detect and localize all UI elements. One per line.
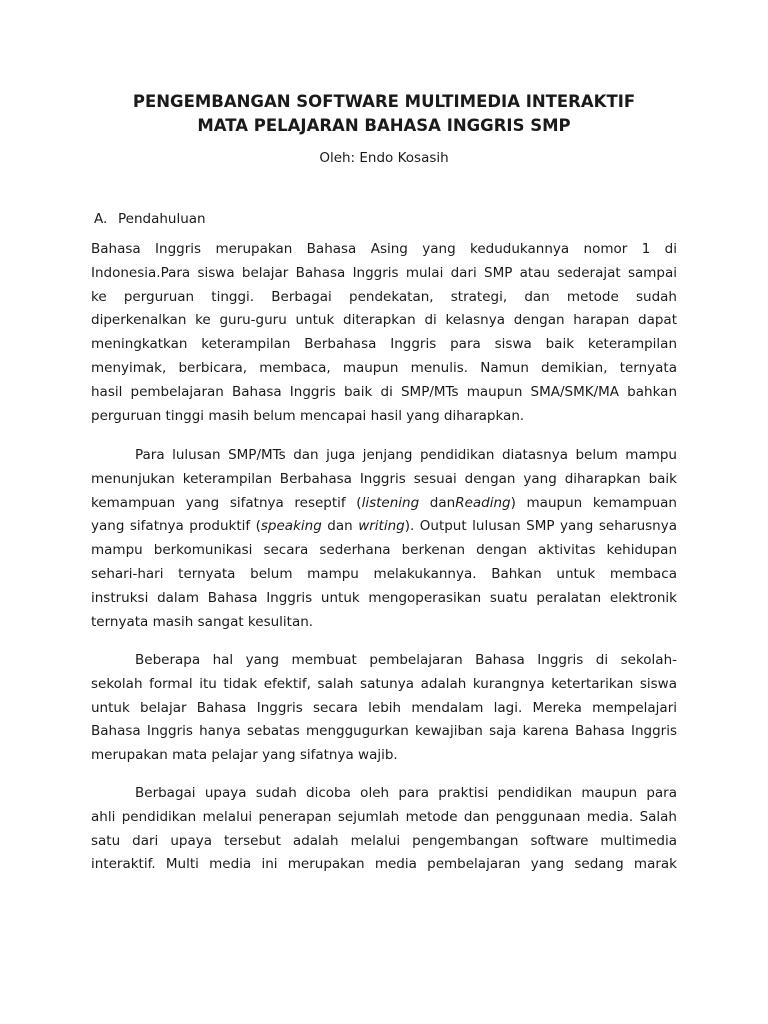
document-title	[80, 90, 688, 138]
paragraph-line: interaktif. Multi media ini merupakan media pembelajaran yang sedang marak	[91, 856, 677, 873]
paragraph-line: hasil pembelajaran Bahasa Inggris baik di SMP/MTs maupun SMA/SMK/MA bahkan	[91, 383, 677, 400]
paragraph-line: sehari-hari ternyata belum mampu melakukannya. Bahkan untuk membaca	[91, 565, 677, 582]
text-run: ) maupun kemampuan	[510, 494, 677, 511]
paragraph-line: ternyata masih sangat kesulitan.	[91, 613, 314, 630]
text-run: yang sifatnya produktif (	[91, 518, 261, 535]
paragraph-line: mampu berkomunikasi secara sederhana berkenan dengan aktivitas kehidupan	[91, 542, 677, 559]
text-run: kemampuan yang sifatnya reseptif (	[91, 494, 362, 511]
paragraph-line: untuk belajar Bahasa Inggris secara lebih mendalam lagi. Mereka mempelajari	[91, 699, 677, 716]
paragraph-line	[91, 515, 677, 539]
paragraph-line: menyimak, berbicara, membaca, maupun menulis. Namun demikian, ternyata	[91, 359, 677, 376]
italic-term-listening: listening	[361, 494, 420, 511]
paragraph-line: Beberapa hal yang membuat pembelajaran Bahasa Inggris di sekolah-	[135, 652, 677, 668]
section-heading	[94, 209, 206, 229]
paragraph-line: ke perguruan tinggi. Berbagai pendekatan, strategi, dan metode sudah	[91, 288, 677, 305]
paragraph-2	[91, 444, 677, 634]
paragraph-line: Bahasa Inggris merupakan Bahasa Asing yang kedudukannya nomor 1 di	[91, 241, 677, 257]
text-run: dan	[419, 494, 456, 511]
italic-term-speaking: speaking	[260, 518, 322, 535]
paragraph-line: perguruan tinggi masih belum mencapai hasil yang diharapkan.	[91, 407, 525, 424]
paragraph-line: ahli pendidikan melalui penerapan sejumlah metode dan penggunaan media. Salah	[91, 808, 677, 825]
section-number: A.	[94, 211, 108, 227]
text-run: dan	[321, 518, 359, 535]
paragraph-line: instruksi dalam Bahasa Inggris untuk mengoperasikan suatu peralatan elektronik	[91, 589, 677, 606]
paragraph-line: Para lulusan SMP/MTs dan juga jenjang pendidikan diatasnya belum mampu	[135, 447, 677, 463]
section-title: Pendahuluan	[118, 211, 206, 227]
text-run: ). Output lulusan SMP yang seharusnya	[404, 518, 677, 535]
italic-term-writing: writing	[358, 518, 405, 535]
paragraph-line	[91, 492, 677, 516]
paragraph-1	[91, 238, 677, 428]
paragraph-line: Bahasa Inggris hanya sebatas menggugurkan kewajiban saja karena Bahasa Inggris	[91, 723, 677, 740]
paragraph-line: meningkatkan keterampilan Berbahasa Inggris para siswa baik keterampilan	[91, 336, 677, 353]
italic-term-reading: Reading	[455, 494, 511, 511]
paragraph-line: sekolah formal itu tidak efektif, salah satunya adalah kurangnya ketertarikan siswa	[91, 675, 677, 692]
paragraph-4	[91, 782, 677, 877]
paragraph-line: diperkenalkan ke guru-guru untuk diterapkan di kelasnya dengan harapan dapat	[91, 312, 677, 329]
paragraph-line: merupakan mata pelajar yang sifatnya wajib.	[91, 747, 398, 764]
paragraph-line: menunjukan keterampilan Berbahasa Inggris sesuai dengan yang diharapkan baik	[91, 470, 677, 487]
title-line-2: MATA PELAJARAN BAHASA INGGRIS SMP	[197, 116, 571, 135]
author-line: Oleh: Endo Kosasih	[319, 150, 449, 166]
title-line-1: PENGEMBANGAN SOFTWARE MULTIMEDIA INTERAKTIF	[132, 92, 636, 111]
paragraph-line: Berbagai upaya sudah dicoba oleh para praktisi pendidikan maupun para	[135, 785, 677, 801]
paragraph-line: Indonesia.Para siswa belajar Bahasa Inggris mulai dari SMP atau sederajat sampai	[91, 264, 677, 281]
paragraph-3	[91, 649, 677, 768]
paragraph-line: satu dari upaya tersebut adalah melalui pengembangan software multimedia	[91, 832, 677, 849]
